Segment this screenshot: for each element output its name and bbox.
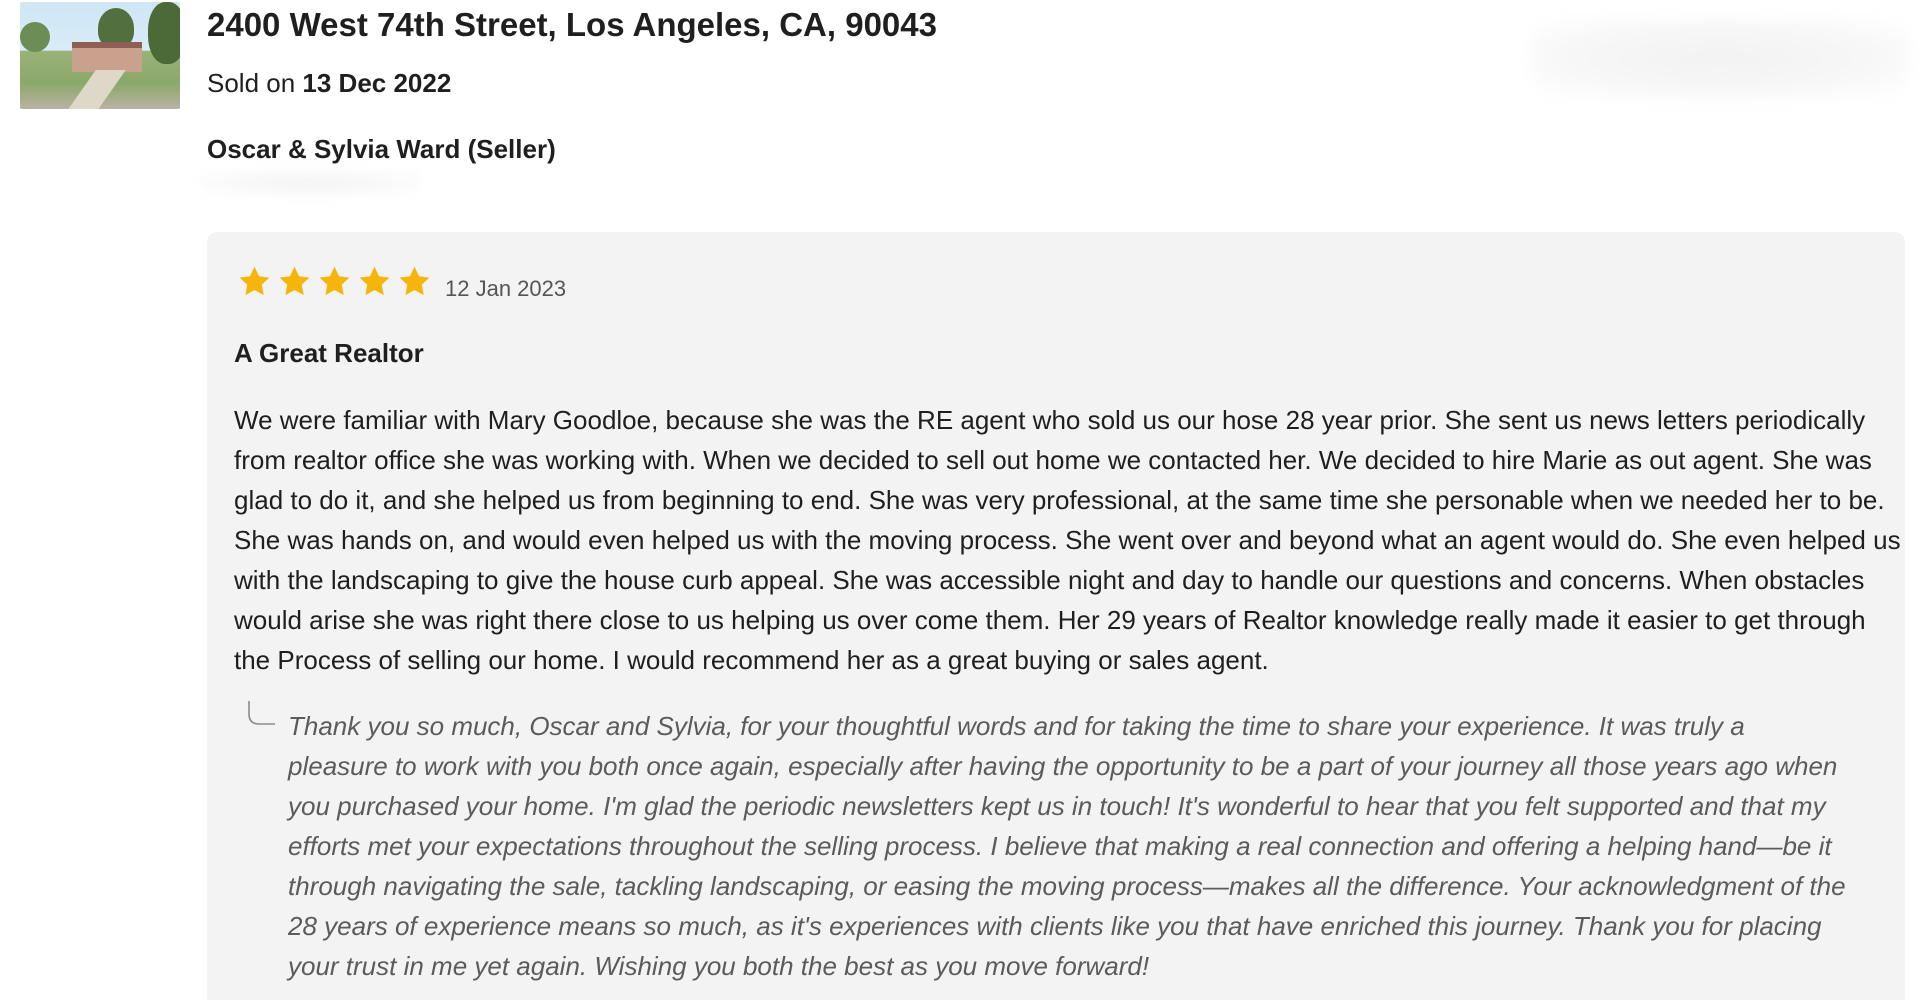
review-body: We were familiar with Mary Goodloe, because she was the RE agent who sold us our hose 28 year prior. She sent us news letters periodically from realtor office she was working with. When we decided to sell out home we contacted her. We decided to hire Marie as out agent. She was glad to do it, and she helped us from beginning to end. She was very professional, at the same time she personable when we needed her to be. She was hands on, and would even helped us with the moving process. She went over and beyond what an agent would do. She even helped us with the landscaping to give the house curb appeal. She was accessible night and day to handle our questions and concerns. When obstacles would arise she was right there close to us helping us over come them. Her 29 years of Realtor knowledge really made it easier to get through the Process of selling our home. I would recommend her as a great buying or sales agent.: [234, 405, 1901, 675]
property-photo[interactable]: [20, 2, 180, 109]
star-icon: [357, 264, 392, 299]
property-address[interactable]: 2400 West 74th Street, Los Angeles, CA, 90043: [207, 6, 937, 43]
agent-reply: Thank you so much, Oscar and Sylvia, for your thoughtful words and for taking the time to share your experience. It was truly a pleasure to work with you both once again, especially after having the opportunity to be a part of your journey all those years ago when you purchased your home. I'm glad the periodic newsletters kept us in touch! It's wonderful to hear that you felt supported and that my efforts met your expectations throughout the selling process. I believe that making a real connection and offering a helping hand—be it through navigating the sale, tackling landscaping, or easing the moving process—makes all the difference. Your acknowledgment of the 28 years of experience means so much, as it's experiences with clients like you that have enriched this journey. Thank you for placing your trust in me yet again. Wishing you both the best as you move forward!: [288, 711, 1846, 981]
review-title: A Great Realtor: [234, 338, 424, 368]
star-icon: [237, 264, 272, 299]
sold-date: 13 Dec 2022: [302, 68, 452, 98]
star-icon: [397, 264, 432, 299]
sold-label: Sold on: [207, 68, 303, 98]
star-rating: [237, 264, 432, 299]
redacted-area: [200, 170, 420, 196]
star-icon: [277, 264, 312, 299]
sold-info: [207, 68, 451, 99]
reply-arrow-icon: [247, 700, 277, 728]
reviewer-name: Oscar & Sylvia Ward (Seller): [207, 134, 556, 164]
redacted-area: [1530, 18, 1910, 98]
review-date: 12 Jan 2023: [445, 276, 567, 301]
star-icon: [317, 264, 352, 299]
review-card: [207, 232, 1905, 1000]
